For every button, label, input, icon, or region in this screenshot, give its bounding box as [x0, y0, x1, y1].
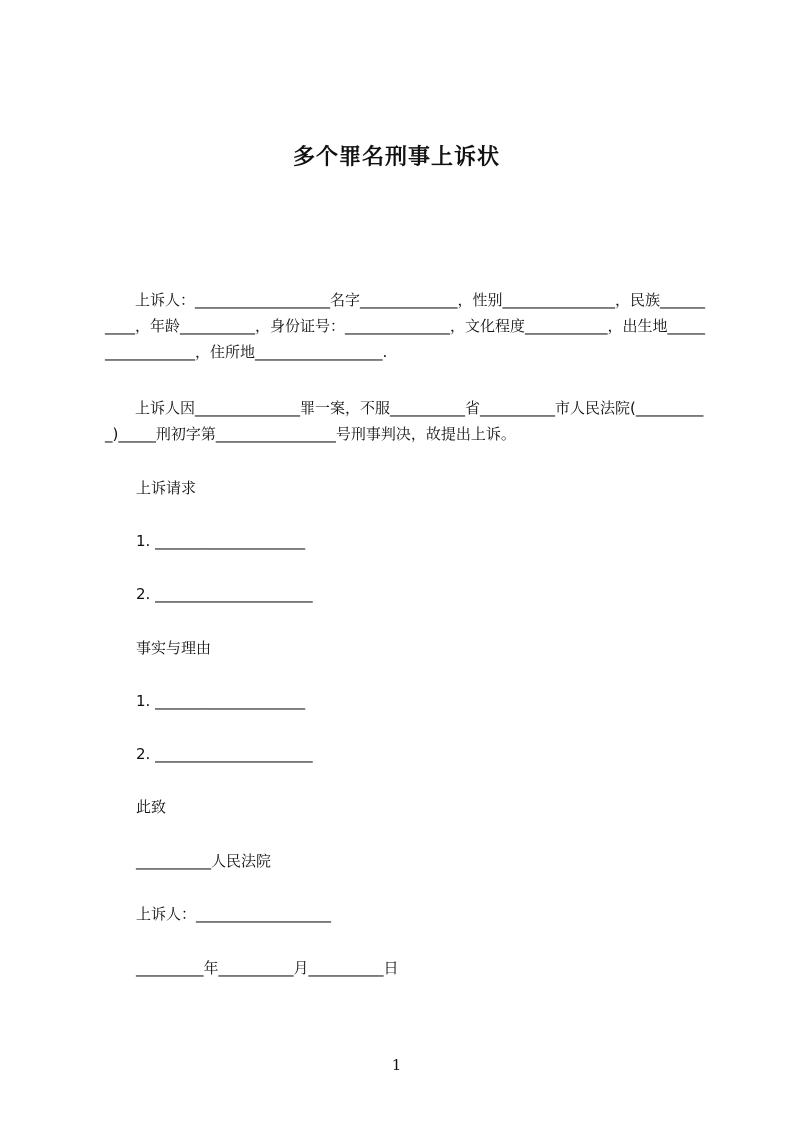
- court-name-line: __________人民法院: [136, 852, 272, 870]
- page-number: 1: [391, 1056, 402, 1074]
- appeal-request-heading: 上诉请求: [136, 479, 197, 497]
- date-line: _________年__________月__________日: [136, 959, 399, 977]
- facts-item-1: 1. ____________________: [136, 692, 306, 710]
- appeal-request-item-2: 2. _____________________: [136, 585, 313, 603]
- signature-line: 上诉人：__________________: [136, 905, 332, 923]
- appellant-info-paragraph: 上诉人：__________________名字_____________，性别_______________，民族__________，年龄__________，身份证号：______________，文化程度___________，出生地_________________，住所地_________________.: [105, 291, 706, 361]
- appeal-request-item-1: 1. ____________________: [136, 532, 306, 550]
- document-title: 多个罪名刑事上诉状: [292, 145, 500, 170]
- closing-salutation: 此致: [136, 798, 167, 816]
- facts-item-2: 2. _____________________: [136, 745, 313, 763]
- facts-heading: 事实与理由: [136, 639, 212, 657]
- case-statement-paragraph: 上诉人因______________罪一案，不服__________省__________市人民法院(__________)_____刑初字第________________号刑事判决，故提出上诉。: [105, 399, 704, 443]
